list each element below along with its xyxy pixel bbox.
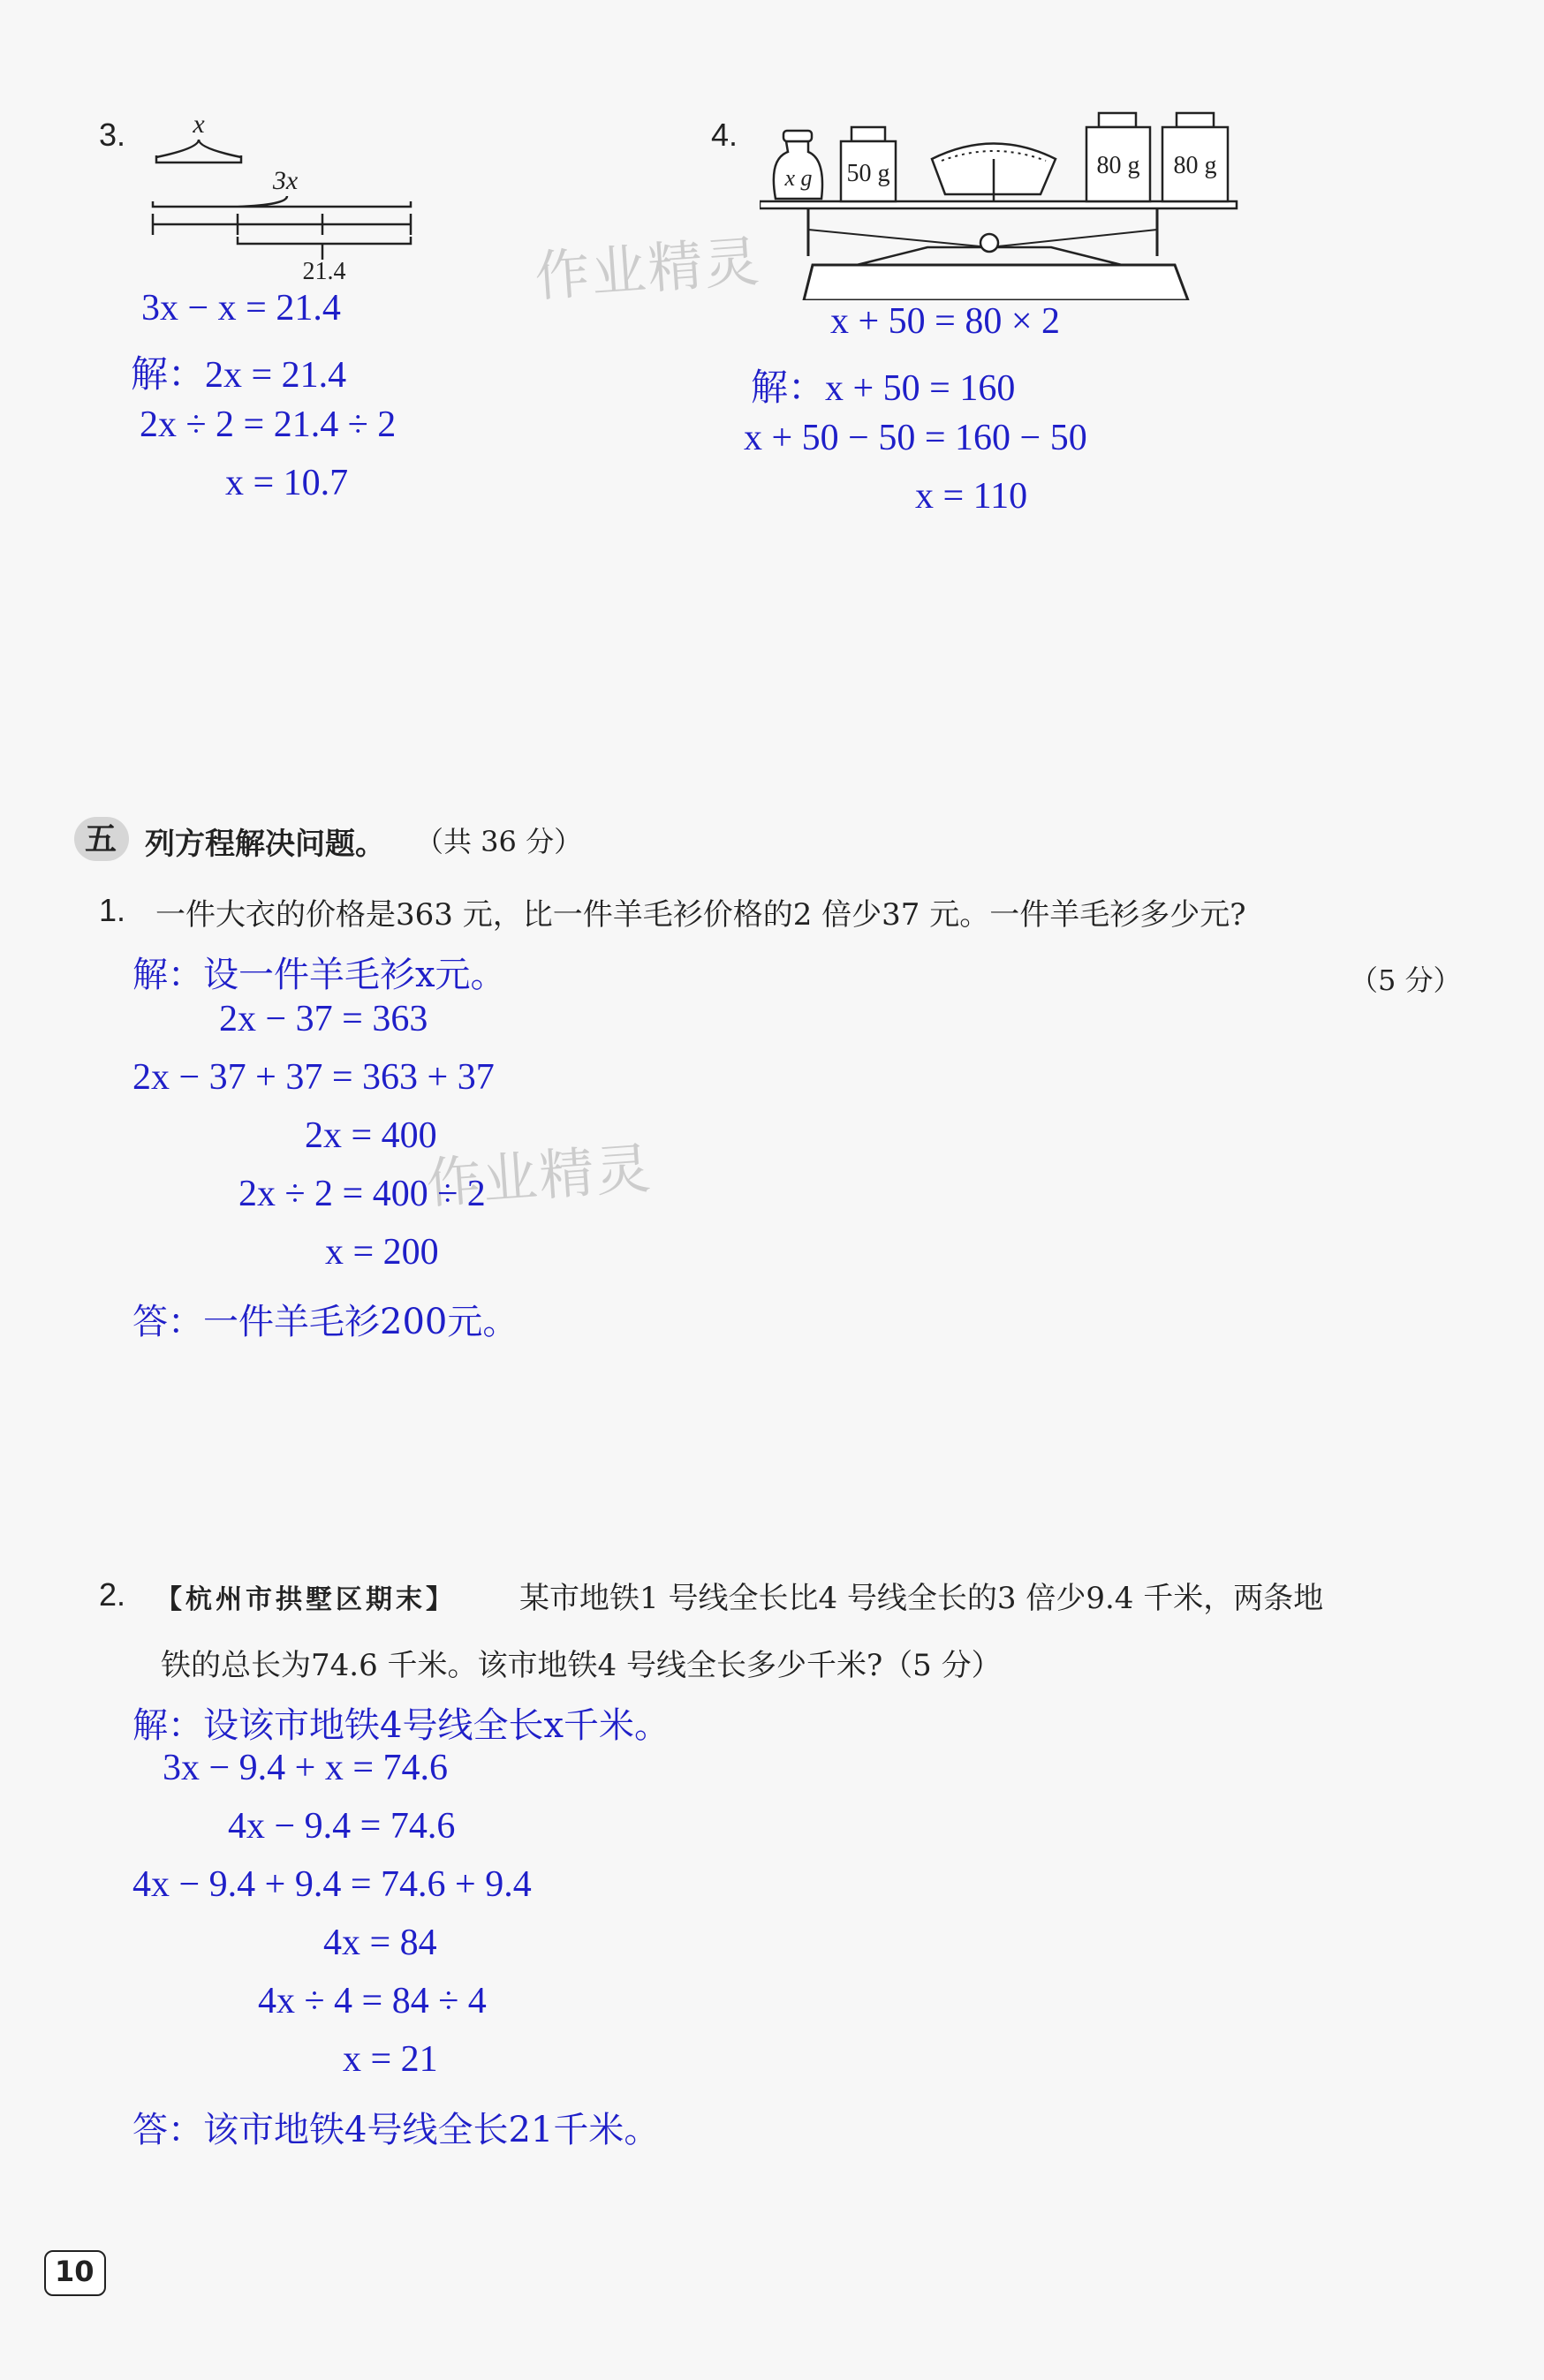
problem-2-text-line1: 某市地铁1 号线全长比4 号线全长的3 倍少9.4 千米，两条地 <box>519 1581 1324 1616</box>
q3-label-total: 21.4 <box>302 258 346 281</box>
q4-line-3: x + 50 − 50 = 160 − 50 <box>744 418 1087 458</box>
section-score: （共 36 分） <box>415 825 583 858</box>
p1-line-3: 2x = 400 <box>305 1115 437 1156</box>
p2-setup: 解：设该市地铁4号线全长x千米。 <box>132 1705 670 1746</box>
q3-line-4: x = 10.7 <box>225 463 349 503</box>
q4-line-4: x = 110 <box>915 476 1028 517</box>
section-badge: 五 <box>85 821 117 858</box>
p2-line-3: 4x − 9.4 + 9.4 = 74.6 + 9.4 <box>132 1864 532 1905</box>
problem-2-number: 2. <box>99 1576 126 1613</box>
q3-label-3x: 3x <box>272 166 299 195</box>
problem-2-text-line2: 铁的总长为74.6 千米。该市地铁4 号线全长多少千米?（5 分） <box>161 1648 1002 1683</box>
p1-answer: 答：一件羊毛衫200元。 <box>132 1302 518 1342</box>
q3-line-2: 解：2x = 21.4 <box>131 355 347 396</box>
p2-line-6: x = 21 <box>343 2039 438 2080</box>
q4-line-1: x + 50 = 80 × 2 <box>830 301 1061 342</box>
p2-line-2: 4x − 9.4 = 74.6 <box>228 1806 456 1847</box>
problem-2-source: 【杭州市拱墅区期末】 <box>155 1584 456 1615</box>
q4-weight-80-b: 80 g <box>1173 152 1217 179</box>
q4-weight-50: 50 g <box>846 160 890 187</box>
p2-line-5: 4x ÷ 4 = 84 ÷ 4 <box>258 1981 487 2021</box>
q4-balance-diagram <box>760 106 1245 300</box>
problem-1-number: 1. <box>99 892 126 928</box>
question-3-number: 3. <box>99 117 126 153</box>
p2-line-4: 4x = 84 <box>323 1923 437 1963</box>
watermark: 作业精灵 <box>533 229 763 309</box>
section-title: 列方程解决问题。 <box>145 827 385 862</box>
problem-1-points: （5 分） <box>1350 963 1462 997</box>
p1-line-4: 2x ÷ 2 = 400 ÷ 2 <box>238 1174 486 1214</box>
q4-weight-80-a: 80 g <box>1096 152 1140 179</box>
watermark: 作业精灵 <box>424 1136 655 1216</box>
q3-line-1: 3x − x = 21.4 <box>141 288 341 329</box>
q3-brace-x <box>156 140 241 162</box>
question-4-number: 4. <box>711 117 738 153</box>
p1-line-5: x = 200 <box>325 1232 439 1273</box>
q4-line-2: 解：x + 50 = 160 <box>751 368 1016 409</box>
p2-answer: 答：该市地铁4号线全长21千米。 <box>132 2110 660 2150</box>
q3-line-3: 2x ÷ 2 = 21.4 ÷ 2 <box>140 404 397 445</box>
p1-line-1: 2x − 37 = 363 <box>219 999 428 1039</box>
problem-1-text: 一件大衣的价格是363 元，比一件羊毛衫价格的2 倍少37 元。一件羊毛衫多少元? <box>155 897 1246 933</box>
p1-line-2: 2x − 37 + 37 = 363 + 37 <box>132 1057 495 1098</box>
q3-segment-diagram <box>146 104 428 281</box>
page-number: 10 <box>55 2255 95 2288</box>
q4-jar-label: x g <box>784 165 813 191</box>
p2-line-1: 3x − 9.4 + x = 74.6 <box>163 1748 449 1788</box>
q3-label-x: x <box>193 110 205 139</box>
p1-setup: 解：设一件羊毛衫x元。 <box>132 955 506 995</box>
